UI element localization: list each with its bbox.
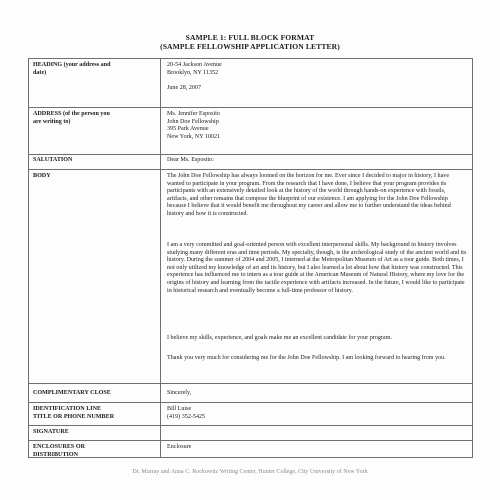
row-divider	[29, 402, 472, 403]
enclosures-value: Enclosure	[167, 444, 192, 450]
identification-label: IDENTIFICATION LINE TITLE OR PHONE NUMBER	[33, 406, 115, 420]
row-divider	[29, 107, 472, 108]
row-divider	[29, 425, 472, 426]
salutation-label: SALUTATION	[33, 157, 73, 163]
column-divider	[160, 59, 161, 457]
row-divider	[29, 169, 472, 170]
document-title: SAMPLE 1: FULL BLOCK FORMAT	[185, 33, 315, 42]
letter-format-table	[28, 58, 473, 458]
heading-label: HEADING (your address and date)	[33, 62, 111, 76]
row-divider	[29, 154, 472, 155]
identification-value: Bill Luise (419) 352-5425	[167, 406, 206, 420]
enclosures-label: ENCLOSURES OR DISTRIBUTION	[33, 444, 85, 458]
footer-credit: Dr. Murray and Anna C. Rockowitz Writing Center, Hunter College, City University of New York	[132, 469, 368, 475]
body-paragraph: The John Doe Fellowship has always loomed on the horizon for me. Ever since I decided to major in history, I have wanted to participate in your program. From the research that I have done, I believe that your program provides its participants with an extensively detailed look at the history of the world through hands-on experience with fossils, artifacts, and other remains that compose the blueprint of our existence. I am applying for the John Doe Fellowship because I believe that it would benefit me throughout my career and allow me to further understand the ideas behind history and how it is constructed.	[167, 173, 451, 217]
body-paragraph: Thank you very much for considering me for the John Doe Fellowship. I am looking forward to hearing from you.	[167, 355, 446, 361]
body-paragraph: I am a very committed and goal-oriented person with excellent interpersonal skills. My background in history involves studying many different eras and time periods. My specialty, though, is the archeological study of the ancient world and its history. During the summer of 2004 and 2005, I interned at the Metropolitan Museum of Art as a tour guide. Both times, I not only utilized my knowledge of art and its history, but I also learned a lot about how that history was constructed. This experience has influenced me to intern as a tour guide at the American Museum of Natural History, where my love for the origins of history and learning from the tactile experience with artifacts increased. In the future, I would like to participate in historical research and eventually become a full-time professor of history.	[167, 242, 467, 294]
heading-value: 20-54 Jackson Avenue Brooklyn, NY 11352 June 28, 2007	[167, 62, 222, 91]
address-label: ADDRESS (of the person you are writing to)	[33, 111, 110, 125]
body-label: BODY	[33, 173, 51, 179]
complimentary-close-label: COMPLIMENTARY CLOSE	[33, 390, 111, 396]
row-divider	[29, 383, 472, 384]
salutation-value: Dear Ms. Esposito:	[167, 157, 214, 163]
address-value: Ms. Jennifer Esposito John Doe Fellowship 395 Park Avenue New York, NY 10021	[167, 111, 221, 140]
document-subtitle: (SAMPLE FELLOWSHIP APPLICATION LETTER)	[160, 42, 340, 51]
body-paragraph: I believe my skills, experience, and goals make me an excellent candidate for your program.	[167, 335, 392, 341]
row-divider	[29, 440, 472, 441]
signature-label: SIGNATURE	[33, 429, 69, 435]
complimentary-close-value: Sincerely,	[167, 390, 192, 396]
